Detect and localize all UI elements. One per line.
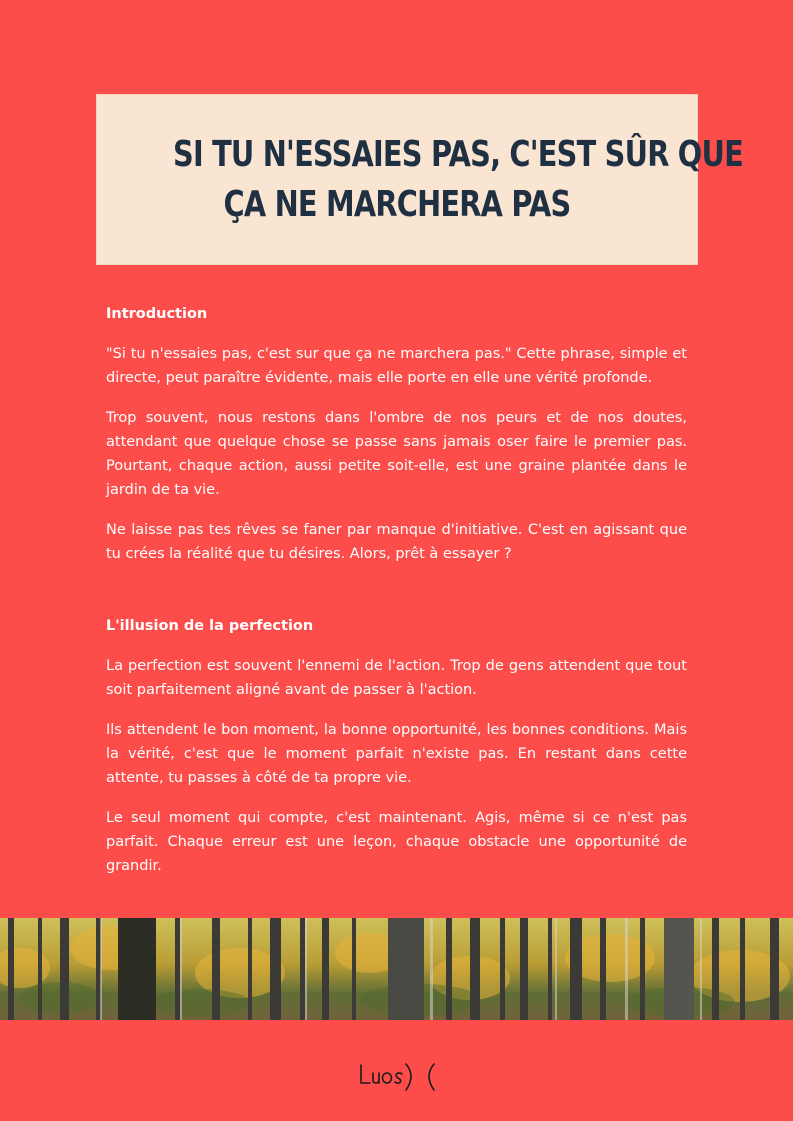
paragraph: Trop souvent, nous restons dans l'ombre de nos peurs et de nos doutes, attendant que quelque chose se passe sans jamais oser faire le premier pas. Pourtant, chaque action, aussi petite soit-elle, est une graine plantée dans le jardin de ta vie.	[106, 410, 687, 498]
section-introduction	[106, 302, 687, 566]
forest-photo-icon	[0, 918, 793, 1020]
paragraph: Ne laisse pas tes rêves se faner par manque d'initiative. C'est en agissant que tu crées la réalité que tu désires. Alors, prêt à essayer ?	[106, 522, 687, 562]
luos-logo-icon	[358, 1056, 438, 1096]
page-title	[173, 130, 743, 230]
paragraph: "Si tu n'essaies pas, c'est sur que ça ne marchera pas." Cette phrase, simple et directe, peut paraître évidente, mais elle porte en elle une vérité profonde.	[106, 346, 687, 386]
page-title-line-2: ÇA NE MARCHERA PAS	[223, 183, 571, 225]
page-title-line-1: SI TU N'ESSAIES PAS, C'EST SÛR QUE	[173, 133, 743, 175]
section-perfection	[106, 614, 687, 878]
paragraph: Ils attendent le bon moment, la bonne opportunité, les bonnes conditions. Mais la vérité, c'est que le moment parfait n'existe pas. En restant dans cette attente, tu passes à côté de ta propre vie.	[106, 722, 687, 786]
paragraph: La perfection est souvent l'ennemi de l'action. Trop de gens attendent que tout soit parfaitement aligné avant de passer à l'action.	[106, 658, 687, 698]
forest-banner-image	[0, 918, 793, 1020]
paragraph: Le seul moment qui compte, c'est maintenant. Agis, même si ce n'est pas parfait. Chaque erreur est une leçon, chaque obstacle une opportunité de grandir.	[106, 810, 687, 874]
article-body	[106, 302, 687, 894]
title-box	[96, 94, 743, 265]
luos-logo	[358, 1056, 438, 1096]
section-heading: Introduction	[106, 306, 208, 322]
section-heading: L'illusion de la perfection	[106, 618, 314, 634]
